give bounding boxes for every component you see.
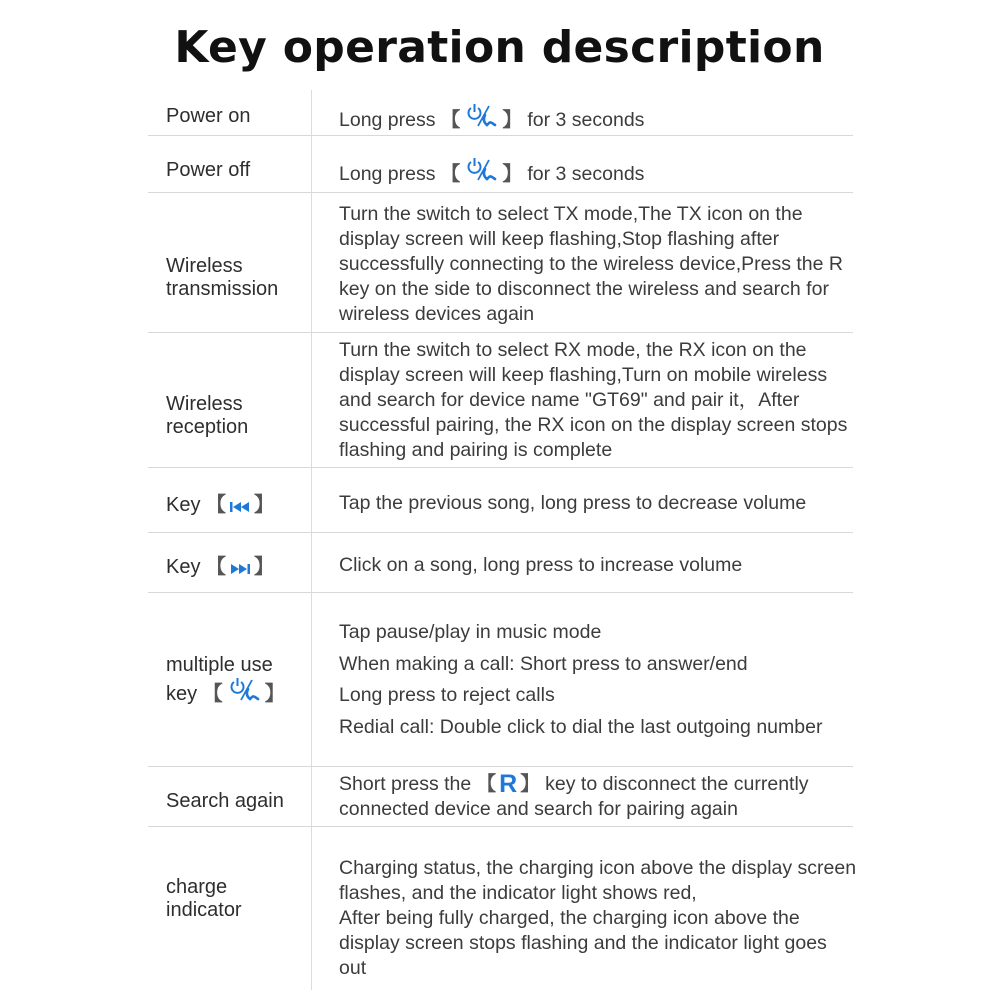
desc-multiple-use <box>339 617 859 743</box>
desc-wireless-reception: Turn the switch to select RX mode, the RX icon on the display screen will keep flashing,Turn on mobile wireless and search for device name "GT69" and pair it，After successful pairing, the RX icon on the display screen stops flashing and pairing is complete <box>339 339 848 461</box>
desc-power-on: Long press 【 】 for 3 seconds <box>339 103 859 133</box>
key-search-again: Search again <box>166 790 284 812</box>
power-phone-icon <box>226 677 262 703</box>
key-wireless-reception: Wireless reception <box>166 393 249 438</box>
key-power-off <box>166 159 250 182</box>
desc-charge-indicator <box>339 856 859 981</box>
key-power-on <box>166 105 251 128</box>
desc-line: When making a call: Short press to answer/end <box>339 652 748 675</box>
previous-track-icon <box>229 500 251 514</box>
desc-line: Charging status, the charging icon above the display screen flashes, and the indicator light shows red, <box>339 857 857 904</box>
row-divider <box>148 332 853 333</box>
row-divider <box>148 467 853 468</box>
desc-wireless-transmission: Turn the switch to select TX mode,The TX icon on the display screen will keep flashing,Stop flashing after successfully connecting to the wireless device,Press the R key on the side to disconnect the wireless and search for wireless devices again <box>339 203 843 325</box>
row-divider <box>148 766 853 767</box>
key-charge-indicator: charge indicator <box>166 876 242 921</box>
r-key-icon: R <box>499 770 518 798</box>
page-title: Key operation description <box>174 22 825 73</box>
key-wireless-transmission: Wireless transmission <box>166 255 279 300</box>
desc-search-again: Short press the 【 R 】 key to disconnect the currently connected device and search for pairing again <box>339 770 809 820</box>
row-divider <box>148 192 853 193</box>
row-divider <box>148 532 853 533</box>
key-multiple-use: multiple use key 【 】 <box>166 654 285 705</box>
next-track-icon <box>229 562 251 576</box>
power-phone-icon <box>463 103 499 129</box>
desc-power-off: Long press 【 】 for 3 seconds <box>339 157 859 187</box>
key-label: Power on <box>166 105 251 127</box>
desc-line: Redial call: Double click to dial the last outgoing number <box>339 715 823 738</box>
row-divider <box>148 826 853 827</box>
key-next: Key 【 】 <box>166 556 275 578</box>
row-divider <box>148 135 853 136</box>
desc-key-next: Click on a song, long press to increase volume <box>339 554 743 576</box>
column-divider <box>311 90 312 990</box>
desc-key-previous: Tap the previous song, long press to decrease volume <box>339 492 807 514</box>
desc-line: Long press to reject calls <box>339 684 555 706</box>
desc-line: Tap pause/play in music mode <box>339 621 602 643</box>
desc-line: After being fully charged, the charging icon above the display screen stops flashing and the indicator light goes out <box>339 907 827 979</box>
key-previous: Key 【 】 <box>166 494 275 516</box>
power-phone-icon <box>463 157 499 183</box>
row-divider <box>148 592 853 593</box>
key-label: Power off <box>166 159 251 181</box>
